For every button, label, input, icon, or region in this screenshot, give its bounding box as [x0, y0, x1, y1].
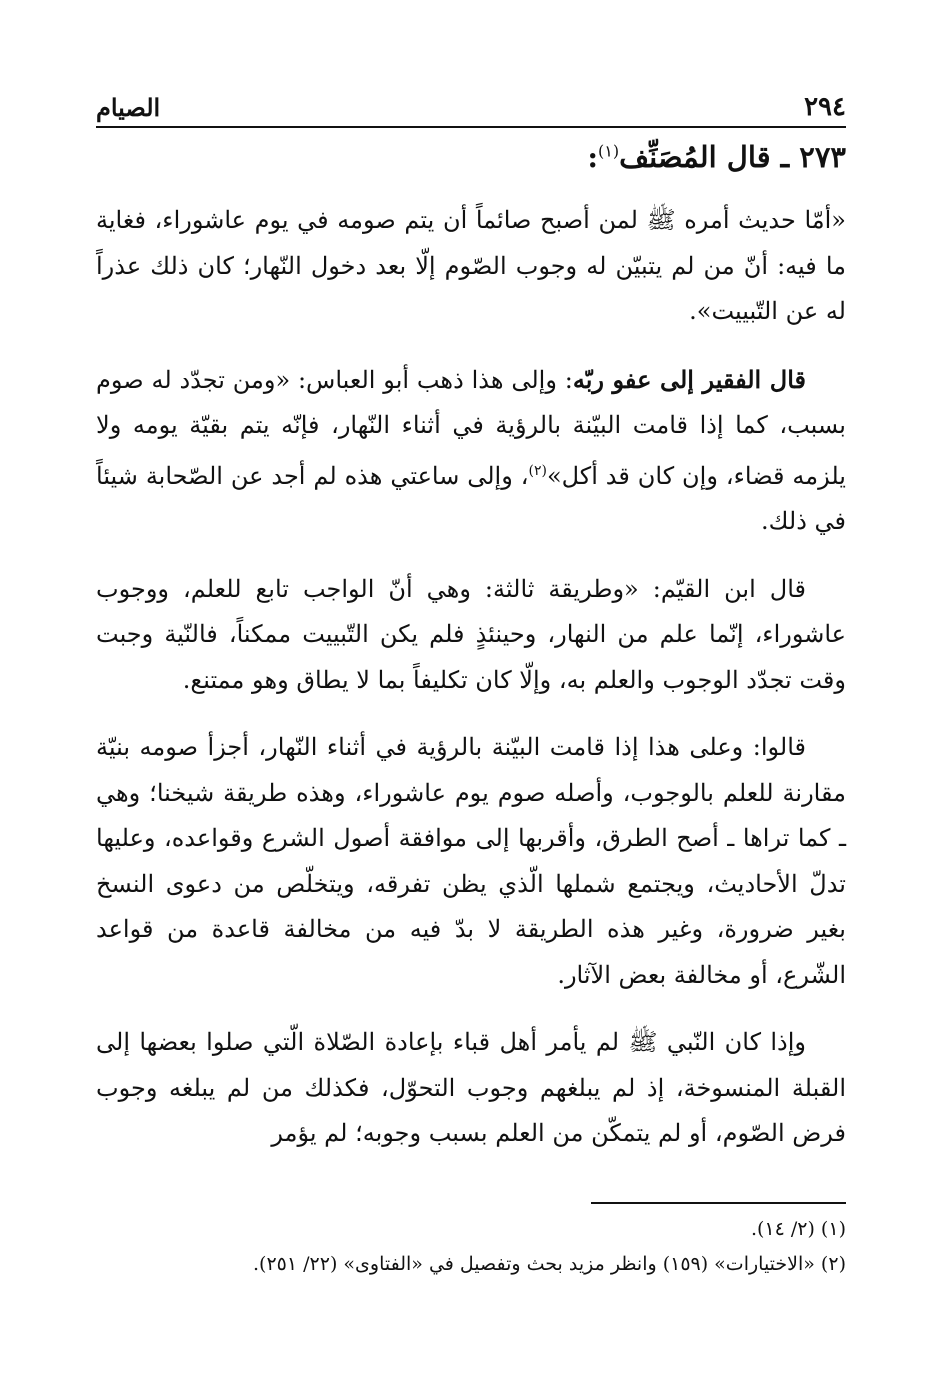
footnote-divider	[591, 1202, 846, 1204]
section-heading-text: ٢٧٣ ـ قال المُصَنِّف	[619, 140, 846, 174]
section-heading-colon: :	[587, 140, 599, 174]
footnote-1: (١) (٢/ ١٤).	[750, 1218, 846, 1240]
author-note-lead: قال الفقير إلى عفو ربّه	[572, 364, 806, 394]
footnote-ref-1[interactable]: (١)	[598, 141, 620, 161]
paragraph-2-text-b: ، وإلى ساعتي هذه لم أجد عن الصّحابة شيئاً في ذلك.	[96, 461, 846, 535]
footnotes	[96, 1212, 846, 1282]
page-header	[96, 82, 846, 128]
paragraph-3: قال ابن القيّم: «وطريقة ثالثة: وهي أنّ الواجب تابع للعلم، ووجوب عاشوراء، إنّما علم من النهار، وحينئذٍ فلم يكن التّبييت ممكناً، فالنّية وجبت وقت تجدّد الوجوب والعلم به، وإلّا كان تكليفاً بما لا يطاق وهو ممتنع.	[96, 574, 846, 694]
paragraph-5: وإذا كان النّبي ﷺ لم يأمر أهل قباء بإعادة الصّلاة الّتي صلوا بعضها إلى القبلة المنسوخة، إذ لم يبلغهم وجوب التحوّل، فكذلك من لم يبلغه وجوب فرض الصّوم، أو لم يتمكّن من العلم بسبب وجوبه؛ لم يؤمر	[96, 1028, 846, 1147]
paragraph-1: «أمّا حديث أمره ﷺ لمن أصبح صائماً أن يتم صومه في يوم عاشوراء، فغاية ما فيه: أنّ من لم يتبيّن له وجوب الصّوم إلّا بعد دخول النّهار؛ كان ذلك عذراً له عن التّبييت».	[96, 206, 846, 325]
paragraph-2	[96, 357, 846, 545]
page-number: ٢٩٤	[804, 92, 846, 122]
paragraph-4: قالوا: وعلى هذا إذا قامت البيّنة بالرؤية في أثناء النّهار، أجزأ صومه بنيّة مقارنة للعلم بالوجوب، وأصله صوم يوم عاشوراء، وهذه طريقة شيخنا؛ وهي ـ كما تراها ـ أصح الطرق، وأقربها إلى موافقة أصول الشرع وقواعده، وعليها تدلّ الأحاديث، ويجتمع شملها الّذي يظن تفرقه، ويتخلّص من دعوى النسخ بغير ضرورة، وغير هذه الطريقة لا بدّ فيه من مخالفة قاعدة من قواعد الشّرع، أو مخالفة بعض الآثار.	[96, 733, 846, 989]
body-text	[96, 198, 846, 1179]
footnote-2: (٢) «الاختيارات» (١٥٩) وانظر مزيد بحث وتفصيل في «الفتاوى» (٢٢/ ٢٥١).	[253, 1253, 846, 1275]
paragraph-2-text-a: : وإلى هذا ذهب أبو العباس: «ومن تجدّد له صوم بسبب، كما إذا قامت البيّنة بالرؤية في أثناء النّهار، فإنّه يتم بقيّة يومه ولا يلزمه قضاء، وإن كان قد أكل»	[96, 365, 846, 490]
section-heading	[96, 140, 846, 174]
footnote-ref-2[interactable]: (٢)	[528, 462, 547, 479]
running-title: الصيام	[96, 93, 161, 122]
